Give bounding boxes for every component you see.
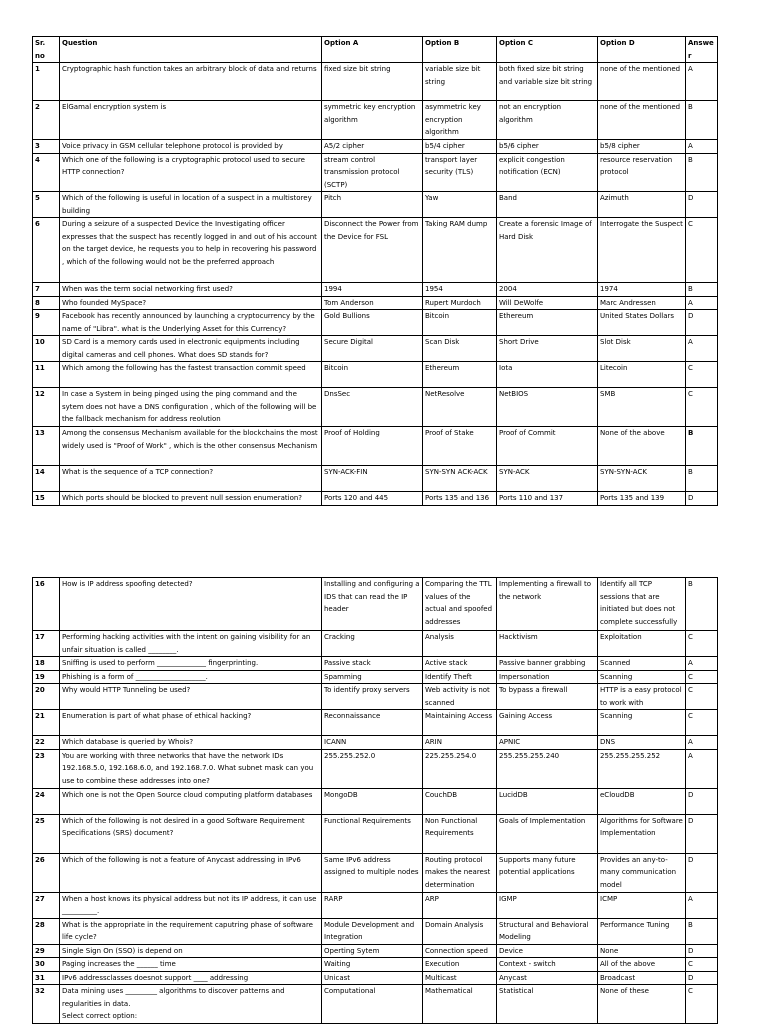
cell-option-d: United States Dollars xyxy=(598,310,686,336)
cell-sr-no: 23 xyxy=(33,749,60,788)
cell-answer: C xyxy=(686,670,718,684)
cell-question: Which ports should be blocked to prevent null session enumeration? xyxy=(60,492,322,506)
cell-option-c: Anycast xyxy=(497,971,598,985)
cell-sr-no: 6 xyxy=(33,218,60,283)
table-row xyxy=(33,971,718,985)
cell-option-a: Same IPv6 address assigned to multiple nodes xyxy=(322,853,423,892)
cell-option-b: Multicast xyxy=(423,971,497,985)
cell-answer: C xyxy=(686,958,718,972)
cell-option-d: Scanning xyxy=(598,710,686,736)
cell-option-a: Secure Digital xyxy=(322,336,423,362)
cell-question: Which one is not the Open Source cloud computing platform databases xyxy=(60,788,322,814)
cell-sr-no: 15 xyxy=(33,492,60,506)
cell-option-b: NetResolve xyxy=(423,388,497,427)
cell-sr-no: 10 xyxy=(33,336,60,362)
cell-option-c: Passive banner grabbing xyxy=(497,657,598,671)
cell-option-d: None of the above xyxy=(598,427,686,466)
table-row xyxy=(33,218,718,283)
cell-option-a: Disconnect the Power from the Device for FSL xyxy=(322,218,423,283)
cell-option-d: 1974 xyxy=(598,283,686,297)
cell-question: ElGamal encryption system is xyxy=(60,101,322,140)
cell-option-a: Unicast xyxy=(322,971,423,985)
table-row xyxy=(33,736,718,750)
cell-sr-no: 14 xyxy=(33,466,60,492)
cell-sr-no: 17 xyxy=(33,631,60,657)
cell-answer: A xyxy=(686,892,718,918)
cell-answer: A xyxy=(686,657,718,671)
cell-answer: B xyxy=(686,578,718,631)
cell-option-c: LucidDB xyxy=(497,788,598,814)
cell-option-d: All of the above xyxy=(598,958,686,972)
cell-option-b: Bitcoin xyxy=(423,310,497,336)
cell-sr-no: 5 xyxy=(33,192,60,218)
table-row xyxy=(33,362,718,388)
cell-option-a: Operting Sytem xyxy=(322,944,423,958)
table-row xyxy=(33,388,718,427)
cell-option-c: not an encryption algorithm xyxy=(497,101,598,140)
cell-question: IPv6 addressclasses doesnot support ____ addressing xyxy=(60,971,322,985)
table-row xyxy=(33,101,718,140)
cell-option-b: asymmetric key encryption algorithm xyxy=(423,101,497,140)
cell-option-d: Provides an any-to-many communication model xyxy=(598,853,686,892)
table-row xyxy=(33,918,718,944)
cell-option-b: 225.255.254.0 xyxy=(423,749,497,788)
cell-option-a: Tom Anderson xyxy=(322,296,423,310)
cell-question: Which of the following is useful in location of a suspect in a multistorey building xyxy=(60,192,322,218)
cell-sr-no: 13 xyxy=(33,427,60,466)
cell-option-b: Mathematical xyxy=(423,985,497,1024)
cell-option-c: To bypass a firewall xyxy=(497,684,598,710)
cell-question: Who founded MySpace? xyxy=(60,296,322,310)
cell-question: In case a System in being pinged using the ping command and the sytem does not have a DNS configuration , which of the following will be the fallback mechanism for address reolution xyxy=(60,388,322,427)
cell-sr-no: 21 xyxy=(33,710,60,736)
cell-option-c: Supports many future potential applications xyxy=(497,853,598,892)
cell-answer: A xyxy=(686,63,718,101)
table-row xyxy=(33,310,718,336)
cell-option-d: none of the mentioned xyxy=(598,63,686,101)
table-row xyxy=(33,192,718,218)
table-row xyxy=(33,631,718,657)
cell-option-b: Yaw xyxy=(423,192,497,218)
cell-answer: B xyxy=(686,101,718,140)
cell-option-a: symmetric key encryption algorithm xyxy=(322,101,423,140)
cell-question: Which one of the following is a cryptographic protocol used to secure HTTP connection? xyxy=(60,153,322,192)
table-row xyxy=(33,153,718,192)
table-row xyxy=(33,853,718,892)
cell-option-b: Analysis xyxy=(423,631,497,657)
cell-sr-no: 3 xyxy=(33,140,60,154)
cell-option-c: Will DeWolfe xyxy=(497,296,598,310)
header-option-d: Option D xyxy=(598,37,686,63)
cell-option-a: Pitch xyxy=(322,192,423,218)
cell-option-b: Comparing the TTL values of the actual and spoofed addresses xyxy=(423,578,497,631)
cell-option-d: Scanning xyxy=(598,670,686,684)
cell-sr-no: 18 xyxy=(33,657,60,671)
cell-sr-no: 7 xyxy=(33,283,60,297)
cell-option-d: Litecoin xyxy=(598,362,686,388)
cell-option-c: 255.255.255.240 xyxy=(497,749,598,788)
table-row xyxy=(33,684,718,710)
cell-option-c: Ports 110 and 137 xyxy=(497,492,598,506)
cell-question: Voice privacy in GSM cellular telephone protocol is provided by xyxy=(60,140,322,154)
cell-option-b: b5/4 cipher xyxy=(423,140,497,154)
cell-question: During a seizure of a suspected Device the Investigating officer expresses that the suspect has recently logged in and out of his account on the target device, he requests you to help in recovering his password , which of the following would not be the preferred approach xyxy=(60,218,322,283)
cell-answer: C xyxy=(686,985,718,1024)
cell-option-d: HTTP is a easy protocol to work with xyxy=(598,684,686,710)
cell-sr-no: 26 xyxy=(33,853,60,892)
cell-option-a: Computational xyxy=(322,985,423,1024)
cell-option-d: Algorithms for Software Implementation xyxy=(598,814,686,853)
table-row xyxy=(33,466,718,492)
cell-answer: C xyxy=(686,218,718,283)
cell-answer: A xyxy=(686,736,718,750)
cell-option-b: Web activity is not scanned xyxy=(423,684,497,710)
cell-question: Facebook has recently announced by launching a cryptocurrency by the name of "Libra". what is the Underlying Asset for this Currency? xyxy=(60,310,322,336)
cell-sr-no: 11 xyxy=(33,362,60,388)
cell-option-a: ICANN xyxy=(322,736,423,750)
cell-option-d: DNS xyxy=(598,736,686,750)
cell-option-b: Identify Theft xyxy=(423,670,497,684)
cell-option-b: Ethereum xyxy=(423,362,497,388)
cell-option-c: Statistical xyxy=(497,985,598,1024)
cell-option-b: Taking RAM dump xyxy=(423,218,497,283)
cell-answer: C xyxy=(686,631,718,657)
cell-option-c: Impersonation xyxy=(497,670,598,684)
cell-option-c: Device xyxy=(497,944,598,958)
cell-option-d: Ports 135 and 139 xyxy=(598,492,686,506)
table-row xyxy=(33,336,718,362)
cell-question: When a host knows its physical address but not its IP address, it can use __________. xyxy=(60,892,322,918)
cell-question: Sniffing is used to perform ______________ fingerprinting. xyxy=(60,657,322,671)
cell-answer: C xyxy=(686,710,718,736)
cell-option-b: CouchDB xyxy=(423,788,497,814)
cell-option-c: Create a forensic Image of Hard Disk xyxy=(497,218,598,283)
cell-option-d: Identify all TCP sessions that are initiated but does not complete successfully xyxy=(598,578,686,631)
header-sr-no: Sr. no xyxy=(33,37,60,63)
cell-answer: D xyxy=(686,971,718,985)
header-answer: Answer xyxy=(686,37,718,63)
cell-option-d: b5/8 cipher xyxy=(598,140,686,154)
cell-option-a: Spamming xyxy=(322,670,423,684)
cell-answer: D xyxy=(686,944,718,958)
cell-answer: D xyxy=(686,192,718,218)
cell-option-c: IGMP xyxy=(497,892,598,918)
cell-option-b: ARP xyxy=(423,892,497,918)
cell-sr-no: 30 xyxy=(33,958,60,972)
cell-question: Which of the following is not desired in a good Software Requirement Specifications (SRS) document? xyxy=(60,814,322,853)
cell-question: Enumeration is part of what phase of ethical hacking? xyxy=(60,710,322,736)
cell-answer: A xyxy=(686,296,718,310)
table-row xyxy=(33,788,718,814)
cell-option-a: DnsSec xyxy=(322,388,423,427)
cell-option-d: eCloudDB xyxy=(598,788,686,814)
cell-option-a: Functional Requirements xyxy=(322,814,423,853)
cell-option-c: Context - switch xyxy=(497,958,598,972)
cell-answer: B xyxy=(686,153,718,192)
table-row xyxy=(33,140,718,154)
cell-answer: A xyxy=(686,140,718,154)
cell-option-b: transport layer security (TLS) xyxy=(423,153,497,192)
cell-option-b: Active stack xyxy=(423,657,497,671)
cell-answer: D xyxy=(686,814,718,853)
cell-question: Single Sign On (SSO) is depend on xyxy=(60,944,322,958)
cell-option-d: None of these xyxy=(598,985,686,1024)
cell-sr-no: 16 xyxy=(33,578,60,631)
cell-sr-no: 27 xyxy=(33,892,60,918)
cell-option-d: SYN-SYN-ACK xyxy=(598,466,686,492)
cell-sr-no: 32 xyxy=(33,985,60,1024)
questions-table-1 xyxy=(32,36,718,506)
cell-option-a: 255.255.252.0 xyxy=(322,749,423,788)
cell-sr-no: 9 xyxy=(33,310,60,336)
cell-option-c: Goals of Implementation xyxy=(497,814,598,853)
cell-option-b: Proof of Stake xyxy=(423,427,497,466)
header-option-b: Option B xyxy=(423,37,497,63)
cell-answer: D xyxy=(686,310,718,336)
cell-sr-no: 24 xyxy=(33,788,60,814)
table-header-row xyxy=(33,37,718,63)
cell-option-b: SYN-SYN ACK-ACK xyxy=(423,466,497,492)
cell-option-a: Proof of Holding xyxy=(322,427,423,466)
cell-answer: B xyxy=(686,427,718,466)
cell-question: How is IP address spoofing detected? xyxy=(60,578,322,631)
cell-answer: C xyxy=(686,388,718,427)
cell-answer: A xyxy=(686,336,718,362)
table-2-body xyxy=(33,578,718,1024)
cell-option-a: Gold Bullions xyxy=(322,310,423,336)
cell-sr-no: 1 xyxy=(33,63,60,101)
cell-option-a: RARP xyxy=(322,892,423,918)
cell-option-d: Scanned xyxy=(598,657,686,671)
cell-option-c: Short Drive xyxy=(497,336,598,362)
header-question: Question xyxy=(60,37,322,63)
cell-sr-no: 2 xyxy=(33,101,60,140)
table-row xyxy=(33,985,718,1024)
cell-option-c: SYN-ACK xyxy=(497,466,598,492)
cell-answer: C xyxy=(686,362,718,388)
cell-option-a: stream control transmission protocol (SCTP) xyxy=(322,153,423,192)
cell-option-d: Marc Andressen xyxy=(598,296,686,310)
table-row xyxy=(33,710,718,736)
cell-option-a: Passive stack xyxy=(322,657,423,671)
cell-sr-no: 19 xyxy=(33,670,60,684)
cell-sr-no: 12 xyxy=(33,388,60,427)
cell-option-a: Installing and configuring a IDS that can read the IP header xyxy=(322,578,423,631)
cell-option-c: Proof of Commit xyxy=(497,427,598,466)
cell-question: Cryptographic hash function takes an arbitrary block of data and returns xyxy=(60,63,322,101)
header-option-a: Option A xyxy=(322,37,423,63)
cell-question: Why would HTTP Tunneling be used? xyxy=(60,684,322,710)
table-row xyxy=(33,944,718,958)
cell-option-c: explicit congestion notification (ECN) xyxy=(497,153,598,192)
cell-option-d: Performance Tuning xyxy=(598,918,686,944)
cell-option-d: resource reservation protocol xyxy=(598,153,686,192)
cell-sr-no: 8 xyxy=(33,296,60,310)
cell-option-c: Structural and Behavioral Modeling xyxy=(497,918,598,944)
cell-option-a: Waiting xyxy=(322,958,423,972)
cell-option-a: MongoDB xyxy=(322,788,423,814)
cell-option-b: variable size bit string xyxy=(423,63,497,101)
cell-option-b: Ports 135 and 136 xyxy=(423,492,497,506)
cell-option-d: 255.255.255.252 xyxy=(598,749,686,788)
cell-option-d: None xyxy=(598,944,686,958)
table-row xyxy=(33,814,718,853)
questions-table-2 xyxy=(32,577,718,1024)
table-row xyxy=(33,657,718,671)
cell-sr-no: 22 xyxy=(33,736,60,750)
table-row xyxy=(33,492,718,506)
table-1-body xyxy=(33,63,718,506)
cell-option-c: both fixed size bit string and variable size bit string xyxy=(497,63,598,101)
cell-answer: D xyxy=(686,492,718,506)
cell-question: What is the sequence of a TCP connection? xyxy=(60,466,322,492)
cell-question: When was the term social networking first used? xyxy=(60,283,322,297)
cell-question: Data mining uses _________ algorithms to discover patterns and regularities in data. Select correct option: xyxy=(60,985,322,1024)
table-row xyxy=(33,427,718,466)
cell-option-c: b5/6 cipher xyxy=(497,140,598,154)
cell-sr-no: 31 xyxy=(33,971,60,985)
cell-option-b: Rupert Murdoch xyxy=(423,296,497,310)
cell-option-b: Connection speed xyxy=(423,944,497,958)
cell-option-d: Exploitation xyxy=(598,631,686,657)
cell-option-d: ICMP xyxy=(598,892,686,918)
cell-option-b: Non Functional Requirements xyxy=(423,814,497,853)
cell-option-d: SMB xyxy=(598,388,686,427)
cell-option-a: Cracking xyxy=(322,631,423,657)
cell-option-d: Broadcast xyxy=(598,971,686,985)
cell-answer: D xyxy=(686,788,718,814)
cell-question: Which among the following has the fastest transaction commit speed xyxy=(60,362,322,388)
cell-answer: D xyxy=(686,853,718,892)
cell-question: SD Card is a memory cards used in electronic equipments including digital cameras and cell phones. What does SD stands for? xyxy=(60,336,322,362)
cell-option-c: Ethereum xyxy=(497,310,598,336)
cell-option-b: Scan Disk xyxy=(423,336,497,362)
cell-option-c: Hacktivism xyxy=(497,631,598,657)
cell-option-c: 2004 xyxy=(497,283,598,297)
cell-question: Phishing is a form of ____________________. xyxy=(60,670,322,684)
cell-answer: B xyxy=(686,466,718,492)
table-row xyxy=(33,670,718,684)
cell-option-b: ARIN xyxy=(423,736,497,750)
cell-answer: A xyxy=(686,749,718,788)
cell-option-a: Reconnaissance xyxy=(322,710,423,736)
cell-question: Paging increases the ______ time xyxy=(60,958,322,972)
cell-sr-no: 28 xyxy=(33,918,60,944)
cell-option-a: A5/2 cipher xyxy=(322,140,423,154)
cell-option-a: Bitcoin xyxy=(322,362,423,388)
table-row xyxy=(33,283,718,297)
cell-option-a: Module Development and Integration xyxy=(322,918,423,944)
cell-option-a: Ports 120 and 445 xyxy=(322,492,423,506)
cell-option-d: none of the mentioned xyxy=(598,101,686,140)
cell-sr-no: 4 xyxy=(33,153,60,192)
cell-option-d: Slot Disk xyxy=(598,336,686,362)
cell-option-b: Routing protocol makes the nearest determination xyxy=(423,853,497,892)
cell-option-b: 1954 xyxy=(423,283,497,297)
cell-question: Performing hacking activities with the intent on gaining visibility for an unfair situation is called ________. xyxy=(60,631,322,657)
cell-option-c: APNIC xyxy=(497,736,598,750)
cell-answer: C xyxy=(686,684,718,710)
cell-option-c: Band xyxy=(497,192,598,218)
table-row xyxy=(33,296,718,310)
cell-question: Which database is queried by Whois? xyxy=(60,736,322,750)
cell-option-d: Interrogate the Suspect xyxy=(598,218,686,283)
cell-option-a: SYN-ACK-FIN xyxy=(322,466,423,492)
cell-option-b: Domain Analysis xyxy=(423,918,497,944)
cell-option-a: fixed size bit string xyxy=(322,63,423,101)
table-row xyxy=(33,749,718,788)
cell-question: Which of the following is not a feature of Anycast addressing in IPv6 xyxy=(60,853,322,892)
cell-answer: B xyxy=(686,918,718,944)
table-row xyxy=(33,892,718,918)
table-row xyxy=(33,958,718,972)
cell-question: Among the consensus Mechanism available for the blockchains the most widely used is "Proof of Work" , which is the other consensus Mechanism xyxy=(60,427,322,466)
header-option-c: Option C xyxy=(497,37,598,63)
cell-option-c: Gaining Access xyxy=(497,710,598,736)
cell-option-c: Implementing a firewall to the network xyxy=(497,578,598,631)
cell-sr-no: 20 xyxy=(33,684,60,710)
cell-sr-no: 25 xyxy=(33,814,60,853)
cell-option-a: To identify proxy servers xyxy=(322,684,423,710)
cell-option-b: Maintaining Access xyxy=(423,710,497,736)
cell-option-b: Execution xyxy=(423,958,497,972)
cell-question: You are working with three networks that have the network IDs 192.168.5.0, 192.168.6.0, and 192.168.7.0. What subnet mask can you use to combine these addresses into one? xyxy=(60,749,322,788)
cell-sr-no: 29 xyxy=(33,944,60,958)
cell-option-d: Azimuth xyxy=(598,192,686,218)
table-row xyxy=(33,578,718,631)
cell-option-a: 1994 xyxy=(322,283,423,297)
cell-answer: B xyxy=(686,283,718,297)
cell-option-c: NetBIOS xyxy=(497,388,598,427)
cell-question: What is the appropriate in the requirement caputring phase of software life cycle? xyxy=(60,918,322,944)
cell-option-c: Iota xyxy=(497,362,598,388)
table-row xyxy=(33,63,718,101)
